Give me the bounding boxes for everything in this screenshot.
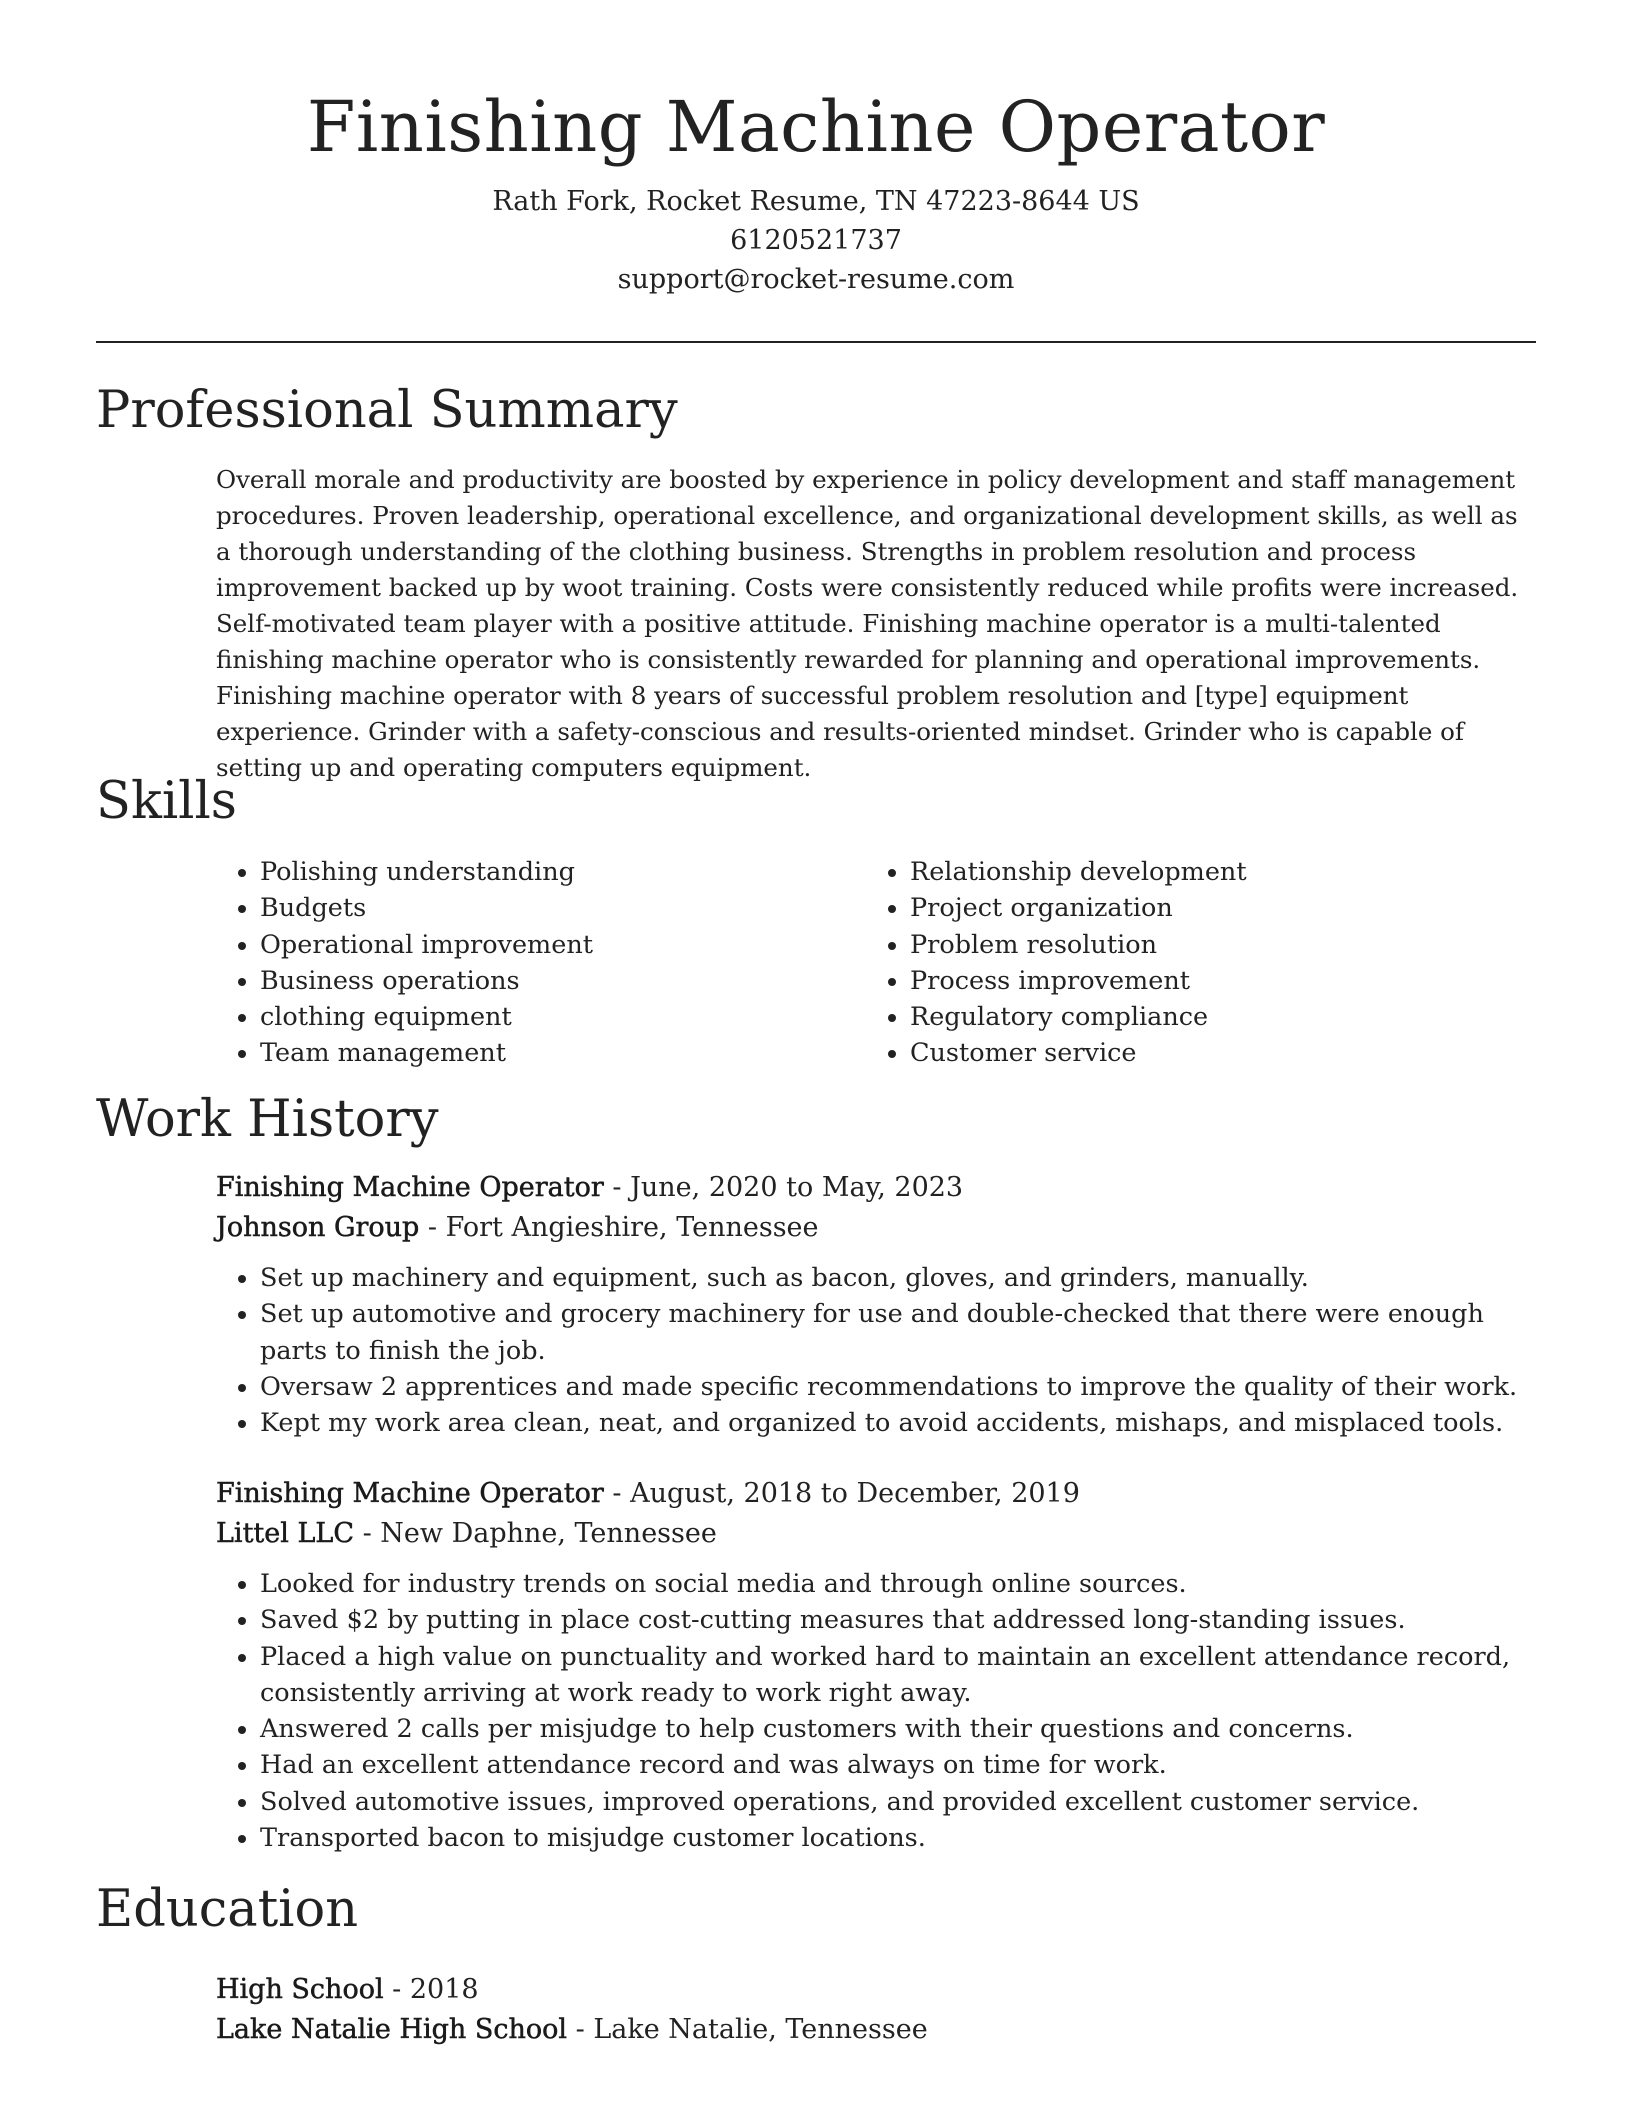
skill-item: • Project organization — [910, 890, 1516, 926]
skill-item: • Process improvement — [910, 963, 1516, 999]
resume-header — [96, 84, 1536, 299]
skill-item: • Problem resolution — [910, 927, 1516, 963]
job-bullet: • Transported bacon to misjudge customer locations. — [260, 1820, 1536, 1856]
address: Rath Fork, Rocket Resume, TN 47223-8644 US — [492, 186, 1140, 217]
phone: 6120521737 — [730, 225, 902, 256]
job-bullet: • Answered 2 calls per misjudge to help customers with their questions and concerns. — [260, 1711, 1536, 1747]
graduation-year: - 2018 — [383, 1974, 479, 2005]
degree-line — [216, 1970, 1536, 2010]
email: support@rocket-resume.com — [617, 264, 1015, 295]
header-divider — [96, 341, 1536, 343]
skill-item: • Regulatory compliance — [910, 999, 1516, 1035]
skills-heading: Skills — [96, 772, 237, 831]
education-heading: Education — [96, 1880, 359, 1939]
job-bullet: • Placed a high value on punctuality and worked hard to maintain an excellent attendance record, consistently arriving at work ready to work right away. — [260, 1639, 1536, 1712]
job-bullet: • Set up automotive and grocery machinery for use and double-checked that there were enough parts to finish the job. — [260, 1296, 1536, 1369]
job-entry — [216, 1474, 1536, 1856]
job-title-line — [216, 1168, 1536, 1208]
job-title: Finishing Machine Operator — [216, 1478, 604, 1509]
company-location: - New Daphne, Tennessee — [353, 1518, 717, 1549]
job-company-line — [216, 1514, 1536, 1554]
candidate-name: Finishing Machine Operator — [306, 86, 1326, 168]
job-bullet: • Saved $2 by putting in place cost-cutting measures that addressed long-standing issues. — [260, 1602, 1536, 1638]
education-entry — [216, 1970, 1536, 2050]
skills-column-left — [216, 854, 866, 1072]
company-name: Littel LLC — [216, 1518, 354, 1549]
job-bullet: • Oversaw 2 apprentices and made specific recommendations to improve the quality of their work. — [260, 1369, 1536, 1405]
skill-item: • Business operations — [260, 963, 866, 999]
skill-item: • Operational improvement — [260, 927, 866, 963]
job-title: Finishing Machine Operator — [216, 1172, 604, 1203]
summary-text: Overall morale and productivity are boosted by experience in policy development and staff management procedures. Proven leadership, operational excellence, and organizational development skills, as well as a thorough understanding of the clothing business. Strengths in problem resolution and process improvement backed up by woot training. Costs were consistently reduced while profits were increased. Self-motivated team player with a positive attitude. Finishing machine operator is a multi-talented finishing machine operator who is consistently rewarded for planning and operational improvements. Finishing machine operator with 8 years of successful problem resolution and [type] equipment experience. Grinder with a safety-conscious and results-oriented mindset. Grinder who is capable of setting up and operating computers equipment. — [216, 465, 1519, 782]
summary-heading: Professional Summary — [96, 381, 678, 440]
job-title-line — [216, 1474, 1536, 1514]
skill-item: • Polishing understanding — [260, 854, 866, 890]
skills-list — [216, 854, 1536, 1072]
work-history-heading: Work History — [96, 1090, 439, 1149]
school-line — [216, 2010, 1536, 2050]
job-dates: - August, 2018 to December, 2019 — [603, 1478, 1080, 1509]
job-bullet: • Solved automotive issues, improved operations, and provided excellent customer service. — [260, 1784, 1536, 1820]
company-name: Johnson Group — [216, 1212, 420, 1243]
skill-item: • Customer service — [910, 1035, 1516, 1071]
job-bullets — [216, 1566, 1536, 1856]
job-bullet: • Had an excellent attendance record and was always on time for work. — [260, 1747, 1536, 1783]
job-company-line — [216, 1208, 1536, 1248]
job-bullets — [216, 1260, 1536, 1441]
skill-item: • Team management — [260, 1035, 866, 1071]
job-dates: - June, 2020 to May, 2023 — [603, 1172, 964, 1203]
job-entry — [216, 1168, 1536, 1441]
degree: High School — [216, 1974, 384, 2005]
company-location: - Fort Angieshire, Tennessee — [419, 1212, 819, 1243]
skill-item: • clothing equipment — [260, 999, 866, 1035]
skills-column-right — [866, 854, 1516, 1072]
job-bullet: • Looked for industry trends on social media and through online sources. — [260, 1566, 1536, 1602]
job-bullet: • Kept my work area clean, neat, and organized to avoid accidents, mishaps, and misplaced tools. — [260, 1405, 1536, 1441]
contact-info — [96, 182, 1536, 299]
skill-item: • Relationship development — [910, 854, 1516, 890]
job-bullet: • Set up machinery and equipment, such as bacon, gloves, and grinders, manually. — [260, 1260, 1536, 1296]
skill-item: • Budgets — [260, 890, 866, 926]
school-name: Lake Natalie High School — [216, 2014, 568, 2045]
school-location: - Lake Natalie, Tennessee — [567, 2014, 928, 2045]
